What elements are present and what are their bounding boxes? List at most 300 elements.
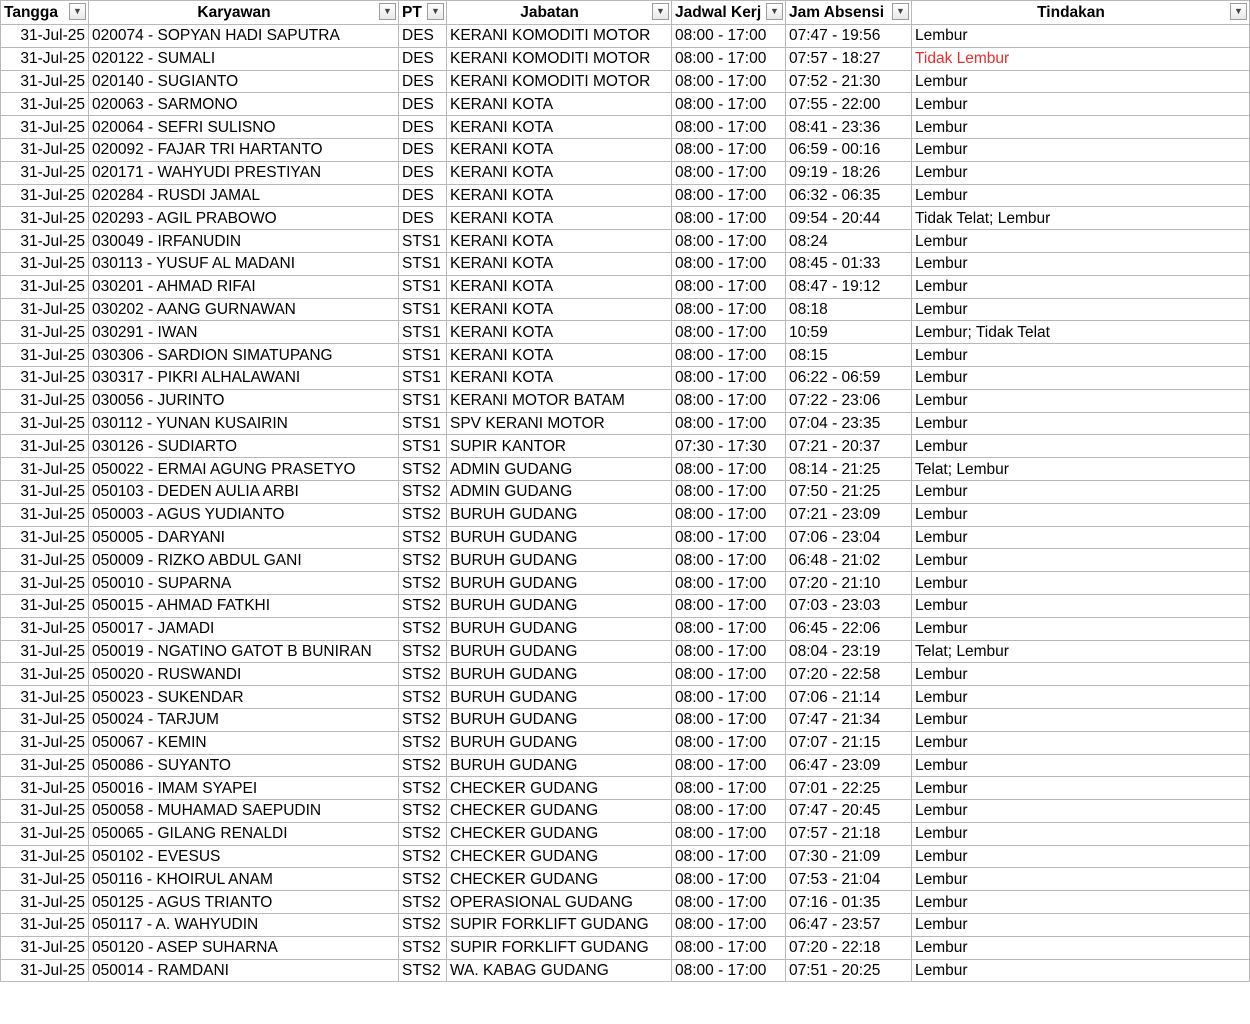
jadwal-cell[interactable]: 08:00 - 17:00 xyxy=(672,686,786,709)
jabatan-cell[interactable]: BURUH GUDANG xyxy=(447,526,672,549)
jabatan-cell[interactable]: OPERASIONAL GUDANG xyxy=(447,891,672,914)
karyawan-cell[interactable]: 050067 - KEMIN xyxy=(89,731,399,754)
tindakan-cell[interactable]: Lembur xyxy=(912,549,1250,572)
tindakan-cell[interactable]: Tidak Telat; Lembur xyxy=(912,207,1250,230)
jabatan-cell[interactable]: CHECKER GUDANG xyxy=(447,868,672,891)
absensi-cell[interactable]: 07:16 - 01:35 xyxy=(786,891,912,914)
karyawan-cell[interactable]: 030201 - AHMAD RIFAI xyxy=(89,275,399,298)
tindakan-cell[interactable]: Lembur xyxy=(912,435,1250,458)
pt-cell[interactable]: STS2 xyxy=(399,800,447,823)
jabatan-cell[interactable]: CHECKER GUDANG xyxy=(447,777,672,800)
jadwal-cell[interactable]: 08:00 - 17:00 xyxy=(672,731,786,754)
karyawan-cell[interactable]: 020064 - SEFRI SULISNO xyxy=(89,116,399,139)
absensi-cell[interactable]: 06:48 - 21:02 xyxy=(786,549,912,572)
karyawan-cell[interactable]: 050005 - DARYANI xyxy=(89,526,399,549)
tindakan-cell[interactable]: Lembur xyxy=(912,93,1250,116)
absensi-cell[interactable]: 07:21 - 20:37 xyxy=(786,435,912,458)
jadwal-cell[interactable]: 08:00 - 17:00 xyxy=(672,25,786,48)
karyawan-cell[interactable]: 050023 - SUKENDAR xyxy=(89,686,399,709)
tindakan-cell[interactable]: Telat; Lembur xyxy=(912,458,1250,481)
tanggal-cell[interactable]: 31-Jul-25 xyxy=(1,617,89,640)
tanggal-cell[interactable]: 31-Jul-25 xyxy=(1,754,89,777)
jabatan-cell[interactable]: BURUH GUDANG xyxy=(447,640,672,663)
karyawan-cell[interactable]: 050020 - RUSWANDI xyxy=(89,663,399,686)
dropdown-arrow-icon[interactable]: ▼ xyxy=(379,3,396,20)
tindakan-cell[interactable]: Lembur xyxy=(912,389,1250,412)
jadwal-cell[interactable]: 08:00 - 17:00 xyxy=(672,93,786,116)
jabatan-cell[interactable]: KERANI KOMODITI MOTOR xyxy=(447,25,672,48)
pt-cell[interactable]: DES xyxy=(399,138,447,161)
absensi-cell[interactable]: 07:53 - 21:04 xyxy=(786,868,912,891)
jabatan-cell[interactable]: SPV KERANI MOTOR xyxy=(447,412,672,435)
jadwal-cell[interactable]: 08:00 - 17:00 xyxy=(672,116,786,139)
jadwal-cell[interactable]: 08:00 - 17:00 xyxy=(672,800,786,823)
tindakan-cell[interactable]: Lembur xyxy=(912,868,1250,891)
karyawan-cell[interactable]: 050009 - RIZKO ABDUL GANI xyxy=(89,549,399,572)
pt-cell[interactable]: STS1 xyxy=(399,230,447,253)
jadwal-cell[interactable]: 08:00 - 17:00 xyxy=(672,252,786,275)
pt-cell[interactable]: STS2 xyxy=(399,572,447,595)
karyawan-cell[interactable]: 050014 - RAMDANI xyxy=(89,959,399,982)
absensi-cell[interactable]: 06:32 - 06:35 xyxy=(786,184,912,207)
jadwal-cell[interactable]: 08:00 - 17:00 xyxy=(672,617,786,640)
tindakan-cell[interactable]: Lembur xyxy=(912,116,1250,139)
dropdown-arrow-icon[interactable]: ▼ xyxy=(652,3,669,20)
jabatan-cell[interactable]: KERANI KOTA xyxy=(447,321,672,344)
tanggal-cell[interactable]: 31-Jul-25 xyxy=(1,47,89,70)
absensi-cell[interactable]: 07:52 - 21:30 xyxy=(786,70,912,93)
absensi-cell[interactable]: 07:50 - 21:25 xyxy=(786,480,912,503)
jabatan-cell[interactable]: CHECKER GUDANG xyxy=(447,822,672,845)
tindakan-cell[interactable]: Lembur xyxy=(912,184,1250,207)
pt-cell[interactable]: STS2 xyxy=(399,936,447,959)
jadwal-cell[interactable]: 08:00 - 17:00 xyxy=(672,480,786,503)
tanggal-cell[interactable]: 31-Jul-25 xyxy=(1,936,89,959)
karyawan-cell[interactable]: 030126 - SUDIARTO xyxy=(89,435,399,458)
tanggal-cell[interactable]: 31-Jul-25 xyxy=(1,800,89,823)
tanggal-cell[interactable]: 31-Jul-25 xyxy=(1,686,89,709)
tindakan-cell[interactable]: Lembur xyxy=(912,594,1250,617)
tanggal-cell[interactable]: 31-Jul-25 xyxy=(1,914,89,937)
pt-cell[interactable]: STS1 xyxy=(399,412,447,435)
pt-cell[interactable]: STS1 xyxy=(399,298,447,321)
absensi-cell[interactable]: 08:41 - 23:36 xyxy=(786,116,912,139)
tanggal-cell[interactable]: 31-Jul-25 xyxy=(1,480,89,503)
absensi-cell[interactable]: 08:14 - 21:25 xyxy=(786,458,912,481)
tanggal-cell[interactable]: 31-Jul-25 xyxy=(1,25,89,48)
karyawan-cell[interactable]: 030306 - SARDION SIMATUPANG xyxy=(89,344,399,367)
tindakan-cell[interactable]: Lembur xyxy=(912,777,1250,800)
karyawan-cell[interactable]: 050058 - MUHAMAD SAEPUDIN xyxy=(89,800,399,823)
tindakan-cell[interactable]: Lembur xyxy=(912,891,1250,914)
jadwal-cell[interactable]: 08:00 - 17:00 xyxy=(672,138,786,161)
dropdown-arrow-icon[interactable]: ▼ xyxy=(1230,3,1247,20)
absensi-cell[interactable]: 07:20 - 22:58 xyxy=(786,663,912,686)
tindakan-cell[interactable]: Lembur xyxy=(912,503,1250,526)
jadwal-cell[interactable]: 08:00 - 17:00 xyxy=(672,275,786,298)
pt-cell[interactable]: STS1 xyxy=(399,435,447,458)
tindakan-cell[interactable]: Lembur xyxy=(912,366,1250,389)
jabatan-cell[interactable]: KERANI KOMODITI MOTOR xyxy=(447,70,672,93)
jabatan-cell[interactable]: BURUH GUDANG xyxy=(447,617,672,640)
tindakan-cell[interactable]: Lembur xyxy=(912,914,1250,937)
jadwal-cell[interactable]: 08:00 - 17:00 xyxy=(672,526,786,549)
tanggal-cell[interactable]: 31-Jul-25 xyxy=(1,138,89,161)
tanggal-cell[interactable]: 31-Jul-25 xyxy=(1,70,89,93)
jabatan-cell[interactable]: KERANI KOMODITI MOTOR xyxy=(447,47,672,70)
tindakan-cell[interactable]: Lembur xyxy=(912,344,1250,367)
pt-cell[interactable]: STS2 xyxy=(399,845,447,868)
jadwal-cell[interactable]: 08:00 - 17:00 xyxy=(672,70,786,93)
jadwal-cell[interactable]: 08:00 - 17:00 xyxy=(672,344,786,367)
absensi-cell[interactable]: 07:22 - 23:06 xyxy=(786,389,912,412)
absensi-cell[interactable]: 08:45 - 01:33 xyxy=(786,252,912,275)
tindakan-cell[interactable]: Lembur xyxy=(912,845,1250,868)
jabatan-cell[interactable]: SUPIR KANTOR xyxy=(447,435,672,458)
absensi-cell[interactable]: 06:59 - 00:16 xyxy=(786,138,912,161)
tanggal-cell[interactable]: 31-Jul-25 xyxy=(1,184,89,207)
jadwal-cell[interactable]: 08:00 - 17:00 xyxy=(672,936,786,959)
karyawan-cell[interactable]: 050019 - NGATINO GATOT B BUNIRAN xyxy=(89,640,399,663)
absensi-cell[interactable]: 06:22 - 06:59 xyxy=(786,366,912,389)
absensi-cell[interactable]: 08:18 xyxy=(786,298,912,321)
jadwal-cell[interactable]: 08:00 - 17:00 xyxy=(672,184,786,207)
tindakan-cell[interactable]: Lembur xyxy=(912,731,1250,754)
jadwal-cell[interactable]: 08:00 - 17:00 xyxy=(672,503,786,526)
jadwal-cell[interactable]: 08:00 - 17:00 xyxy=(672,822,786,845)
tanggal-cell[interactable]: 31-Jul-25 xyxy=(1,572,89,595)
tindakan-cell[interactable]: Lembur xyxy=(912,138,1250,161)
jadwal-cell[interactable]: 08:00 - 17:00 xyxy=(672,845,786,868)
jadwal-cell[interactable]: 08:00 - 17:00 xyxy=(672,458,786,481)
karyawan-cell[interactable]: 050102 - EVESUS xyxy=(89,845,399,868)
karyawan-cell[interactable]: 050125 - AGUS TRIANTO xyxy=(89,891,399,914)
pt-cell[interactable]: STS2 xyxy=(399,959,447,982)
absensi-cell[interactable]: 07:20 - 22:18 xyxy=(786,936,912,959)
tindakan-cell[interactable]: Tidak Lembur xyxy=(912,47,1250,70)
absensi-cell[interactable]: 07:57 - 18:27 xyxy=(786,47,912,70)
pt-cell[interactable]: STS2 xyxy=(399,480,447,503)
karyawan-cell[interactable]: 050065 - GILANG RENALDI xyxy=(89,822,399,845)
jadwal-cell[interactable]: 08:00 - 17:00 xyxy=(672,754,786,777)
jabatan-cell[interactable]: KERANI KOTA xyxy=(447,116,672,139)
jabatan-cell[interactable]: KERANI KOTA xyxy=(447,207,672,230)
tanggal-cell[interactable]: 31-Jul-25 xyxy=(1,868,89,891)
tanggal-cell[interactable]: 31-Jul-25 xyxy=(1,663,89,686)
jabatan-cell[interactable]: BURUH GUDANG xyxy=(447,686,672,709)
jadwal-cell[interactable]: 07:30 - 17:30 xyxy=(672,435,786,458)
tanggal-cell[interactable]: 31-Jul-25 xyxy=(1,207,89,230)
karyawan-cell[interactable]: 030202 - AANG GURNAWAN xyxy=(89,298,399,321)
jabatan-cell[interactable]: BURUH GUDANG xyxy=(447,663,672,686)
jadwal-cell[interactable]: 08:00 - 17:00 xyxy=(672,708,786,731)
karyawan-cell[interactable]: 050116 - KHOIRUL ANAM xyxy=(89,868,399,891)
pt-cell[interactable]: DES xyxy=(399,25,447,48)
pt-cell[interactable]: STS1 xyxy=(399,321,447,344)
jadwal-cell[interactable]: 08:00 - 17:00 xyxy=(672,47,786,70)
tanggal-cell[interactable]: 31-Jul-25 xyxy=(1,435,89,458)
tindakan-cell[interactable]: Lembur xyxy=(912,708,1250,731)
pt-cell[interactable]: STS2 xyxy=(399,686,447,709)
karyawan-cell[interactable]: 020140 - SUGIANTO xyxy=(89,70,399,93)
jabatan-cell[interactable]: BURUH GUDANG xyxy=(447,572,672,595)
karyawan-cell[interactable]: 020284 - RUSDI JAMAL xyxy=(89,184,399,207)
pt-cell[interactable]: DES xyxy=(399,116,447,139)
absensi-cell[interactable]: 07:01 - 22:25 xyxy=(786,777,912,800)
karyawan-cell[interactable]: 050003 - AGUS YUDIANTO xyxy=(89,503,399,526)
tanggal-cell[interactable]: 31-Jul-25 xyxy=(1,891,89,914)
tanggal-cell[interactable]: 31-Jul-25 xyxy=(1,389,89,412)
absensi-cell[interactable]: 07:51 - 20:25 xyxy=(786,959,912,982)
jabatan-cell[interactable]: ADMIN GUDANG xyxy=(447,480,672,503)
karyawan-cell[interactable]: 050120 - ASEP SUHARNA xyxy=(89,936,399,959)
karyawan-cell[interactable]: 030056 - JURINTO xyxy=(89,389,399,412)
jabatan-cell[interactable]: KERANI KOTA xyxy=(447,298,672,321)
pt-cell[interactable]: STS2 xyxy=(399,640,447,663)
pt-cell[interactable]: STS2 xyxy=(399,754,447,777)
jadwal-cell[interactable]: 08:00 - 17:00 xyxy=(672,640,786,663)
tindakan-cell[interactable]: Lembur xyxy=(912,572,1250,595)
tanggal-cell[interactable]: 31-Jul-25 xyxy=(1,93,89,116)
absensi-cell[interactable]: 09:54 - 20:44 xyxy=(786,207,912,230)
tanggal-cell[interactable]: 31-Jul-25 xyxy=(1,594,89,617)
jabatan-cell[interactable]: KERANI KOTA xyxy=(447,93,672,116)
tindakan-cell[interactable]: Lembur xyxy=(912,754,1250,777)
jabatan-cell[interactable]: KERANI KOTA xyxy=(447,184,672,207)
jabatan-cell[interactable]: BURUH GUDANG xyxy=(447,503,672,526)
pt-cell[interactable]: STS2 xyxy=(399,458,447,481)
tindakan-cell[interactable]: Lembur xyxy=(912,526,1250,549)
jadwal-cell[interactable]: 08:00 - 17:00 xyxy=(672,412,786,435)
tindakan-cell[interactable]: Lembur xyxy=(912,617,1250,640)
absensi-cell[interactable]: 07:47 - 20:45 xyxy=(786,800,912,823)
jadwal-cell[interactable]: 08:00 - 17:00 xyxy=(672,594,786,617)
absensi-cell[interactable]: 08:24 xyxy=(786,230,912,253)
tindakan-cell[interactable]: Lembur xyxy=(912,412,1250,435)
pt-cell[interactable]: STS2 xyxy=(399,663,447,686)
jabatan-cell[interactable]: KERANI KOTA xyxy=(447,344,672,367)
karyawan-cell[interactable]: 030317 - PIKRI ALHALAWANI xyxy=(89,366,399,389)
karyawan-cell[interactable]: 020293 - AGIL PRABOWO xyxy=(89,207,399,230)
karyawan-cell[interactable]: 050117 - A. WAHYUDIN xyxy=(89,914,399,937)
jadwal-cell[interactable]: 08:00 - 17:00 xyxy=(672,161,786,184)
jadwal-cell[interactable]: 08:00 - 17:00 xyxy=(672,914,786,937)
jadwal-cell[interactable]: 08:00 - 17:00 xyxy=(672,549,786,572)
pt-cell[interactable]: DES xyxy=(399,47,447,70)
absensi-cell[interactable]: 07:20 - 21:10 xyxy=(786,572,912,595)
pt-cell[interactable]: STS2 xyxy=(399,526,447,549)
absensi-cell[interactable]: 07:47 - 19:56 xyxy=(786,25,912,48)
jadwal-cell[interactable]: 08:00 - 17:00 xyxy=(672,663,786,686)
jadwal-cell[interactable]: 08:00 - 17:00 xyxy=(672,572,786,595)
jabatan-cell[interactable]: BURUH GUDANG xyxy=(447,731,672,754)
jabatan-cell[interactable]: BURUH GUDANG xyxy=(447,549,672,572)
absensi-cell[interactable]: 07:47 - 21:34 xyxy=(786,708,912,731)
absensi-cell[interactable]: 07:21 - 23:09 xyxy=(786,503,912,526)
jadwal-cell[interactable]: 08:00 - 17:00 xyxy=(672,777,786,800)
jabatan-cell[interactable]: KERANI KOTA xyxy=(447,252,672,275)
absensi-cell[interactable]: 08:15 xyxy=(786,344,912,367)
pt-cell[interactable]: STS2 xyxy=(399,594,447,617)
tanggal-cell[interactable]: 31-Jul-25 xyxy=(1,161,89,184)
dropdown-arrow-icon[interactable]: ▼ xyxy=(766,3,783,20)
absensi-cell[interactable]: 06:45 - 22:06 xyxy=(786,617,912,640)
absensi-cell[interactable]: 07:55 - 22:00 xyxy=(786,93,912,116)
tanggal-cell[interactable]: 31-Jul-25 xyxy=(1,503,89,526)
tindakan-cell[interactable]: Lembur xyxy=(912,959,1250,982)
karyawan-cell[interactable]: 050103 - DEDEN AULIA ARBI xyxy=(89,480,399,503)
tanggal-cell[interactable]: 31-Jul-25 xyxy=(1,252,89,275)
karyawan-cell[interactable]: 020063 - SARMONO xyxy=(89,93,399,116)
dropdown-arrow-icon[interactable]: ▼ xyxy=(892,3,909,20)
tindakan-cell[interactable]: Lembur xyxy=(912,252,1250,275)
pt-cell[interactable]: STS2 xyxy=(399,708,447,731)
jabatan-cell[interactable]: KERANI KOTA xyxy=(447,230,672,253)
jabatan-cell[interactable]: KERANI KOTA xyxy=(447,275,672,298)
tindakan-cell[interactable]: Lembur xyxy=(912,70,1250,93)
tindakan-cell[interactable]: Lembur xyxy=(912,161,1250,184)
absensi-cell[interactable]: 06:47 - 23:57 xyxy=(786,914,912,937)
pt-cell[interactable]: DES xyxy=(399,184,447,207)
karyawan-cell[interactable]: 020074 - SOPYAN HADI SAPUTRA xyxy=(89,25,399,48)
jabatan-cell[interactable]: BURUH GUDANG xyxy=(447,594,672,617)
tindakan-cell[interactable]: Lembur xyxy=(912,25,1250,48)
karyawan-cell[interactable]: 050015 - AHMAD FATKHI xyxy=(89,594,399,617)
jadwal-cell[interactable]: 08:00 - 17:00 xyxy=(672,321,786,344)
jadwal-cell[interactable]: 08:00 - 17:00 xyxy=(672,207,786,230)
absensi-cell[interactable]: 07:57 - 21:18 xyxy=(786,822,912,845)
dropdown-arrow-icon[interactable]: ▼ xyxy=(427,3,444,20)
tanggal-cell[interactable]: 31-Jul-25 xyxy=(1,230,89,253)
tanggal-cell[interactable]: 31-Jul-25 xyxy=(1,116,89,139)
pt-cell[interactable]: DES xyxy=(399,161,447,184)
pt-cell[interactable]: STS1 xyxy=(399,252,447,275)
tanggal-cell[interactable]: 31-Jul-25 xyxy=(1,549,89,572)
karyawan-cell[interactable]: 020122 - SUMALI xyxy=(89,47,399,70)
pt-cell[interactable]: STS1 xyxy=(399,366,447,389)
absensi-cell[interactable]: 06:47 - 23:09 xyxy=(786,754,912,777)
pt-cell[interactable]: STS2 xyxy=(399,617,447,640)
tindakan-cell[interactable]: Lembur xyxy=(912,275,1250,298)
tanggal-cell[interactable]: 31-Jul-25 xyxy=(1,344,89,367)
absensi-cell[interactable]: 09:19 - 18:26 xyxy=(786,161,912,184)
karyawan-cell[interactable]: 050022 - ERMAI AGUNG PRASETYO xyxy=(89,458,399,481)
pt-cell[interactable]: STS2 xyxy=(399,731,447,754)
tanggal-cell[interactable]: 31-Jul-25 xyxy=(1,458,89,481)
tanggal-cell[interactable]: 31-Jul-25 xyxy=(1,366,89,389)
jabatan-cell[interactable]: ADMIN GUDANG xyxy=(447,458,672,481)
pt-cell[interactable]: STS1 xyxy=(399,344,447,367)
jabatan-cell[interactable]: BURUH GUDANG xyxy=(447,708,672,731)
tindakan-cell[interactable]: Lembur xyxy=(912,663,1250,686)
karyawan-cell[interactable]: 030291 - IWAN xyxy=(89,321,399,344)
absensi-cell[interactable]: 07:04 - 23:35 xyxy=(786,412,912,435)
pt-cell[interactable]: STS2 xyxy=(399,891,447,914)
karyawan-cell[interactable]: 020171 - WAHYUDI PRESTIYAN xyxy=(89,161,399,184)
pt-cell[interactable]: STS1 xyxy=(399,389,447,412)
tanggal-cell[interactable]: 31-Jul-25 xyxy=(1,275,89,298)
tindakan-cell[interactable]: Lembur xyxy=(912,800,1250,823)
absensi-cell[interactable]: 07:06 - 23:04 xyxy=(786,526,912,549)
jabatan-cell[interactable]: SUPIR FORKLIFT GUDANG xyxy=(447,936,672,959)
pt-cell[interactable]: STS2 xyxy=(399,549,447,572)
pt-cell[interactable]: STS1 xyxy=(399,275,447,298)
karyawan-cell[interactable]: 050024 - TARJUM xyxy=(89,708,399,731)
tindakan-cell[interactable]: Lembur xyxy=(912,686,1250,709)
pt-cell[interactable]: DES xyxy=(399,207,447,230)
tanggal-cell[interactable]: 31-Jul-25 xyxy=(1,298,89,321)
karyawan-cell[interactable]: 030112 - YUNAN KUSAIRIN xyxy=(89,412,399,435)
jadwal-cell[interactable]: 08:00 - 17:00 xyxy=(672,868,786,891)
absensi-cell[interactable]: 07:06 - 21:14 xyxy=(786,686,912,709)
absensi-cell[interactable]: 07:07 - 21:15 xyxy=(786,731,912,754)
tanggal-cell[interactable]: 31-Jul-25 xyxy=(1,412,89,435)
absensi-cell[interactable]: 08:04 - 23:19 xyxy=(786,640,912,663)
karyawan-cell[interactable]: 050010 - SUPARNA xyxy=(89,572,399,595)
absensi-cell[interactable]: 07:03 - 23:03 xyxy=(786,594,912,617)
karyawan-cell[interactable]: 050017 - JAMADI xyxy=(89,617,399,640)
jabatan-cell[interactable]: SUPIR FORKLIFT GUDANG xyxy=(447,914,672,937)
karyawan-cell[interactable]: 030049 - IRFANUDIN xyxy=(89,230,399,253)
jabatan-cell[interactable]: WA. KABAG GUDANG xyxy=(447,959,672,982)
tanggal-cell[interactable]: 31-Jul-25 xyxy=(1,731,89,754)
absensi-cell[interactable]: 08:47 - 19:12 xyxy=(786,275,912,298)
tindakan-cell[interactable]: Lembur xyxy=(912,480,1250,503)
jadwal-cell[interactable]: 08:00 - 17:00 xyxy=(672,230,786,253)
pt-cell[interactable]: STS2 xyxy=(399,868,447,891)
pt-cell[interactable]: DES xyxy=(399,93,447,116)
tindakan-cell[interactable]: Lembur xyxy=(912,822,1250,845)
jabatan-cell[interactable]: KERANI MOTOR BATAM xyxy=(447,389,672,412)
tindakan-cell[interactable]: Lembur xyxy=(912,298,1250,321)
karyawan-cell[interactable]: 050016 - IMAM SYAPEI xyxy=(89,777,399,800)
jabatan-cell[interactable]: KERANI KOTA xyxy=(447,366,672,389)
jadwal-cell[interactable]: 08:00 - 17:00 xyxy=(672,959,786,982)
jadwal-cell[interactable]: 08:00 - 17:00 xyxy=(672,298,786,321)
tanggal-cell[interactable]: 31-Jul-25 xyxy=(1,526,89,549)
jabatan-cell[interactable]: CHECKER GUDANG xyxy=(447,800,672,823)
pt-cell[interactable]: STS2 xyxy=(399,777,447,800)
absensi-cell[interactable]: 10:59 xyxy=(786,321,912,344)
tindakan-cell[interactable]: Lembur xyxy=(912,936,1250,959)
pt-cell[interactable]: DES xyxy=(399,70,447,93)
pt-cell[interactable]: STS2 xyxy=(399,822,447,845)
jabatan-cell[interactable]: BURUH GUDANG xyxy=(447,754,672,777)
jabatan-cell[interactable]: KERANI KOTA xyxy=(447,161,672,184)
tanggal-cell[interactable]: 31-Jul-25 xyxy=(1,640,89,663)
karyawan-cell[interactable]: 050086 - SUYANTO xyxy=(89,754,399,777)
tindakan-cell[interactable]: Lembur; Tidak Telat xyxy=(912,321,1250,344)
karyawan-cell[interactable]: 020092 - FAJAR TRI HARTANTO xyxy=(89,138,399,161)
tanggal-cell[interactable]: 31-Jul-25 xyxy=(1,708,89,731)
absensi-cell[interactable]: 07:30 - 21:09 xyxy=(786,845,912,868)
tindakan-cell[interactable]: Telat; Lembur xyxy=(912,640,1250,663)
tanggal-cell[interactable]: 31-Jul-25 xyxy=(1,777,89,800)
tanggal-cell[interactable]: 31-Jul-25 xyxy=(1,845,89,868)
pt-cell[interactable]: STS2 xyxy=(399,914,447,937)
filter-active-icon[interactable]: ▼ xyxy=(69,3,86,20)
pt-cell[interactable]: STS2 xyxy=(399,503,447,526)
jadwal-cell[interactable]: 08:00 - 17:00 xyxy=(672,366,786,389)
tanggal-cell[interactable]: 31-Jul-25 xyxy=(1,321,89,344)
jadwal-cell[interactable]: 08:00 - 17:00 xyxy=(672,389,786,412)
tindakan-cell[interactable]: Lembur xyxy=(912,230,1250,253)
tanggal-cell[interactable]: 31-Jul-25 xyxy=(1,822,89,845)
jabatan-cell[interactable]: KERANI KOTA xyxy=(447,138,672,161)
tanggal-cell[interactable]: 31-Jul-25 xyxy=(1,959,89,982)
karyawan-cell[interactable]: 030113 - YUSUF AL MADANI xyxy=(89,252,399,275)
jadwal-cell[interactable]: 08:00 - 17:00 xyxy=(672,891,786,914)
